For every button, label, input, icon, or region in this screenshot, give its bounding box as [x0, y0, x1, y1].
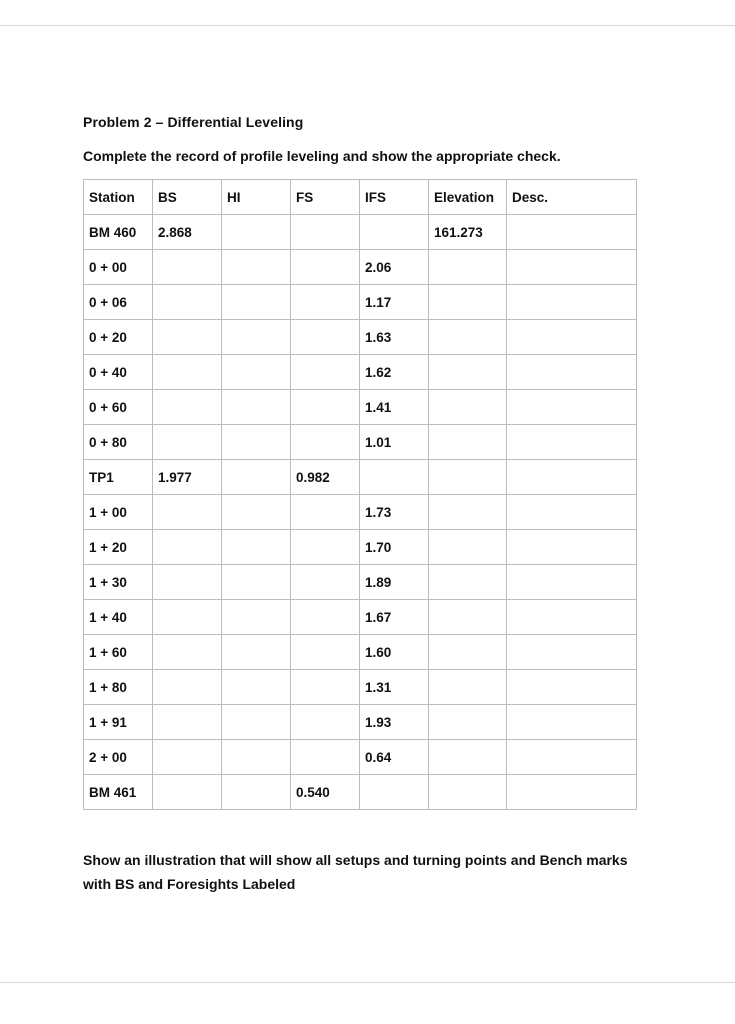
cell-fs — [291, 565, 360, 600]
cell-bs — [153, 635, 222, 670]
column-header-desc: Desc. — [507, 180, 637, 215]
cell-hi — [222, 775, 291, 810]
cell-elevation — [429, 425, 507, 460]
cell-bs — [153, 530, 222, 565]
cell-ifs: 1.73 — [360, 495, 429, 530]
table-row — [84, 355, 637, 390]
cell-hi — [222, 600, 291, 635]
cell-hi — [222, 215, 291, 250]
table-row — [84, 775, 637, 810]
instruction-text: Complete the record of profile leveling and show the appropriate check. — [83, 148, 561, 164]
cell-bs — [153, 495, 222, 530]
cell-desc — [507, 635, 637, 670]
cell-fs — [291, 495, 360, 530]
cell-bs — [153, 250, 222, 285]
cell-fs — [291, 705, 360, 740]
cell-desc — [507, 250, 637, 285]
cell-desc — [507, 460, 637, 495]
cell-hi — [222, 320, 291, 355]
cell-fs — [291, 355, 360, 390]
cell-elevation — [429, 250, 507, 285]
cell-fs — [291, 425, 360, 460]
table-row — [84, 460, 637, 495]
table-row — [84, 495, 637, 530]
table-row — [84, 740, 637, 775]
cell-station: 2 + 00 — [84, 740, 153, 775]
cell-bs — [153, 425, 222, 460]
cell-hi — [222, 285, 291, 320]
cell-hi — [222, 740, 291, 775]
cell-station: 1 + 00 — [84, 495, 153, 530]
cell-elevation — [429, 635, 507, 670]
cell-station: 1 + 80 — [84, 670, 153, 705]
table-header-row — [84, 180, 637, 215]
cell-fs — [291, 600, 360, 635]
cell-fs — [291, 670, 360, 705]
cell-fs — [291, 390, 360, 425]
cell-hi — [222, 355, 291, 390]
cell-hi — [222, 565, 291, 600]
cell-elevation — [429, 600, 507, 635]
table-body — [84, 215, 637, 810]
cell-elevation — [429, 320, 507, 355]
cell-hi — [222, 635, 291, 670]
cell-hi — [222, 250, 291, 285]
cell-station: BM 461 — [84, 775, 153, 810]
cell-bs — [153, 600, 222, 635]
cell-desc — [507, 600, 637, 635]
cell-bs — [153, 320, 222, 355]
cell-desc — [507, 775, 637, 810]
cell-ifs: 1.01 — [360, 425, 429, 460]
table-row — [84, 705, 637, 740]
table-row — [84, 565, 637, 600]
cell-hi — [222, 670, 291, 705]
cell-station: 0 + 60 — [84, 390, 153, 425]
table-row — [84, 600, 637, 635]
cell-desc — [507, 495, 637, 530]
cell-desc — [507, 320, 637, 355]
cell-station: 1 + 40 — [84, 600, 153, 635]
cell-fs — [291, 530, 360, 565]
page-top-edge — [0, 25, 735, 26]
column-header-ifs: IFS — [360, 180, 429, 215]
cell-station: BM 460 — [84, 215, 153, 250]
cell-bs — [153, 670, 222, 705]
cell-ifs: 1.70 — [360, 530, 429, 565]
column-header-bs: BS — [153, 180, 222, 215]
cell-fs — [291, 250, 360, 285]
cell-elevation — [429, 285, 507, 320]
cell-bs — [153, 775, 222, 810]
cell-desc — [507, 530, 637, 565]
cell-bs — [153, 390, 222, 425]
cell-fs — [291, 215, 360, 250]
cell-ifs — [360, 775, 429, 810]
cell-ifs: 1.31 — [360, 670, 429, 705]
cell-elevation — [429, 495, 507, 530]
cell-desc — [507, 565, 637, 600]
column-header-hi: HI — [222, 180, 291, 215]
cell-ifs: 1.60 — [360, 635, 429, 670]
cell-bs — [153, 705, 222, 740]
cell-ifs: 0.64 — [360, 740, 429, 775]
table-row — [84, 390, 637, 425]
column-header-station: Station — [84, 180, 153, 215]
cell-station: 1 + 91 — [84, 705, 153, 740]
column-header-fs: FS — [291, 180, 360, 215]
cell-station: 0 + 80 — [84, 425, 153, 460]
page-bottom-edge — [0, 982, 735, 983]
cell-station: 0 + 20 — [84, 320, 153, 355]
cell-hi — [222, 460, 291, 495]
table-row — [84, 320, 637, 355]
cell-ifs: 2.06 — [360, 250, 429, 285]
leveling-record-table — [83, 179, 637, 810]
cell-elevation — [429, 740, 507, 775]
cell-ifs — [360, 460, 429, 495]
illustration-instruction: Show an illustration that will show all setups and turning points and Bench marks with BS and Foresights Labeled — [83, 852, 628, 892]
cell-desc — [507, 355, 637, 390]
cell-desc — [507, 285, 637, 320]
cell-desc — [507, 425, 637, 460]
cell-hi — [222, 425, 291, 460]
cell-bs: 2.868 — [153, 215, 222, 250]
cell-ifs: 1.17 — [360, 285, 429, 320]
cell-elevation — [429, 460, 507, 495]
table-row — [84, 250, 637, 285]
cell-station: 0 + 40 — [84, 355, 153, 390]
cell-fs — [291, 320, 360, 355]
cell-elevation — [429, 565, 507, 600]
table-row — [84, 670, 637, 705]
cell-hi — [222, 705, 291, 740]
cell-hi — [222, 530, 291, 565]
cell-station: 1 + 20 — [84, 530, 153, 565]
cell-station: 0 + 00 — [84, 250, 153, 285]
cell-elevation — [429, 390, 507, 425]
cell-desc — [507, 215, 637, 250]
cell-fs — [291, 285, 360, 320]
cell-desc — [507, 740, 637, 775]
cell-station: 0 + 06 — [84, 285, 153, 320]
cell-desc — [507, 705, 637, 740]
cell-elevation — [429, 670, 507, 705]
cell-bs — [153, 355, 222, 390]
cell-ifs: 1.62 — [360, 355, 429, 390]
column-header-elevation: Elevation — [429, 180, 507, 215]
cell-bs — [153, 740, 222, 775]
cell-desc — [507, 390, 637, 425]
cell-fs — [291, 635, 360, 670]
cell-fs — [291, 740, 360, 775]
cell-ifs: 1.67 — [360, 600, 429, 635]
cell-hi — [222, 390, 291, 425]
cell-desc — [507, 670, 637, 705]
cell-elevation — [429, 775, 507, 810]
cell-station: 1 + 60 — [84, 635, 153, 670]
cell-bs: 1.977 — [153, 460, 222, 495]
cell-bs — [153, 565, 222, 600]
table-row — [84, 215, 637, 250]
table-row — [84, 425, 637, 460]
cell-elevation — [429, 355, 507, 390]
cell-elevation — [429, 530, 507, 565]
cell-ifs: 1.63 — [360, 320, 429, 355]
cell-hi — [222, 495, 291, 530]
table-row — [84, 530, 637, 565]
cell-ifs: 1.93 — [360, 705, 429, 740]
cell-elevation — [429, 705, 507, 740]
cell-elevation: 161.273 — [429, 215, 507, 250]
cell-ifs: 1.41 — [360, 390, 429, 425]
table-row — [84, 285, 637, 320]
cell-bs — [153, 285, 222, 320]
cell-fs: 0.540 — [291, 775, 360, 810]
table-row — [84, 635, 637, 670]
cell-ifs — [360, 215, 429, 250]
cell-fs: 0.982 — [291, 460, 360, 495]
cell-ifs: 1.89 — [360, 565, 429, 600]
page-title: Problem 2 – Differential Leveling — [83, 114, 304, 130]
cell-station: TP1 — [84, 460, 153, 495]
cell-station: 1 + 30 — [84, 565, 153, 600]
